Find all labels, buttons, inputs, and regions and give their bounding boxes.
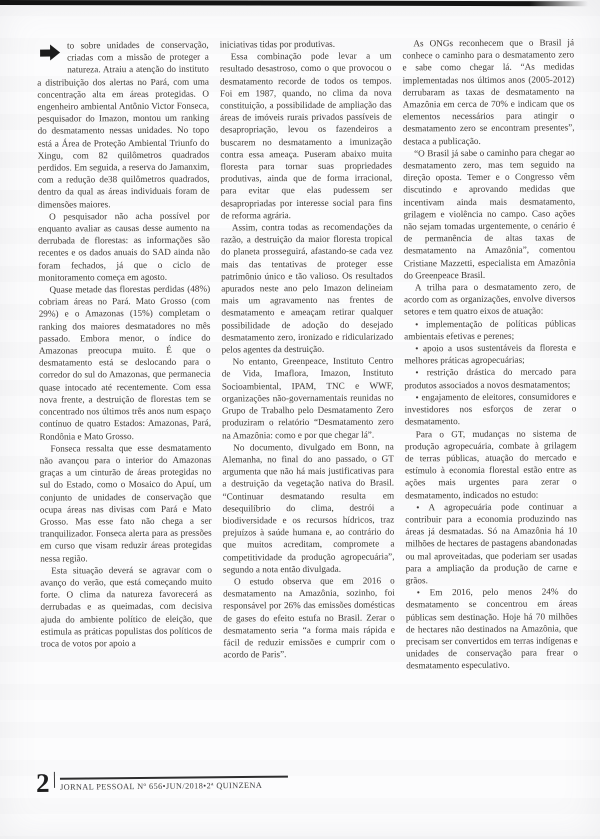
footer-rule (60, 776, 288, 780)
paragraph: O estudo observa que em 2016 o desmatamento na Amazônia, sozinho, foi responsável por 26% das emissões domésticas de gases do efeito estufa no Brasil. Zerar o desmatamento seria “a forma mais rápida e fácil de reduzir emissões e cumprir com o acordo de Paris”. (223, 575, 396, 660)
bullet-paragraph: • restrição drástica do mercado para produtos associados a novos desmatamentos; (404, 366, 577, 391)
article-body (37, 36, 578, 771)
text-column-2 (220, 37, 396, 770)
bullet-paragraph: • A agropecuária pode continuar a contribuir para a economia produzindo nas áreas já desmatadas. Só na Amazônia há 10 milhões de hectares de pastagens abandonadas ou mal aproveitadas, que poderiam ser usadas para a ampliação da produção de carne e grãos. (405, 501, 578, 586)
paragraph-text: to sobre unidades de conservação, criadas com a missão de proteger a natureza. Atraiu a atenção do instituto a distribuição dos alertas no Pará, com uma concentração alta em áreas protegidas. O engenheiro ambiental Antônio Victor Fonseca, pesquisador do Imazon, montou um ranking do desmatamento nessas unidades. No topo está a Área de Proteção Ambiental Triunfo do Xingu, com 82 quilômetros quadrados perdidos. Em seguida, a reserva do Jamanxim, com a redução de38 quilômetros quadrados, dentro da qual as áreas individuais foram de dimensões maiores. (37, 39, 210, 210)
paragraph: Essa combinação pode levar a um resultado desastroso, como o que provocou o desmatamento recorde de todos os tempos. Foi em 1987, quando, no clima da nova constituição, a possibilidade de ampliação das áreas de imóveis rurais privados passíveis de desapropriação, levou os fazendeiros a buscarem no desmatamento a imunização contra essa ameaça. Puseram abaixo muita floresta para tornar suas propriedades produtivas, ainda que de forma irracional, para evitar que elas pudessem ser desapropriadas por interesse social para fins de reforma agrária. (219, 50, 393, 221)
paragraph: Esta situação deverá se agravar com o avanço do verão, que está começando muito forte. O clima da natureza favorecerá as derrubadas e as queimadas, com decisiva ajuda do ambiente político de eleição, que estimula as práticas populistas dos políticos de troca de votos por apoio a (40, 564, 213, 649)
arrow-head (50, 44, 60, 60)
bullet-paragraph: • apoio a usos sustentáveis da floresta e melhores práticas agropecuárias; (404, 342, 576, 366)
page-number: 2 (35, 767, 49, 798)
continuation-arrow-icon (37, 40, 64, 65)
paragraph: Assim, contra todas as recomendações da razão, a destruição da maior floresta tropical do planeta prosseguirá, afastando-se cada vez mais das tentativas de proteger esse patrimônio único e tão valioso. Os resultados apurados neste ano pelo Imazon delineiam mais um agravamento nas frentes de desmatamento e ameaçam retirar qualquer possibilidade de adoção do desejado desmatamento zero, ironizado e ridicularizado pelos agentes da destruição. (220, 221, 394, 355)
paragraph: O pesquisador não acha possível por enquanto avaliar as causas desse aumento na derrubada de florestas: as informações são recentes e os dados anuais do SAD ainda não foram fechados, já que o ciclo de monitoramento começa em agosto. (38, 210, 211, 283)
bullet-paragraph: • engajamento de eleitores, consumidores e investidores nos esforços de zerar o desmatamento. (404, 391, 577, 427)
paragraph: Fonseca ressalta que esse desmatamento não avançou para o interior do Amazonas graças a um cinturão de áreas protegidas no sul do Estado, como o Mosaico do Apuí, um conjunto de unidades de conservação que ocupa áreas nas divisas com Pará e Mato Grosso. Mas esse fato não chega a ser tranquilizador. Fonseca alerta para as pressões em curso que visam reduzir áreas protegidas nessa região. (39, 442, 212, 564)
scan-edge-artifact (0, 0, 588, 6)
paragraph: As ONGs reconhecem que o Brasil já conhece o caminho para o desmatamento zero e sabe como chegar lá. “As medidas implementadas nos últimos anos (2005-2012) derrubaram as taxas de desmatamento na Amazônia em cerca de 70% e indicam que os elementos necessários para atingir o desmatamento zero se encontram presentes”, destaca a publicação. (402, 37, 575, 147)
paragraph: A trilha para o desmatamento zero, de acordo com as organizações, envolve diversos setores e tem quatro eixos de atuação: (403, 281, 576, 317)
journal-issue-line: JORNAL PESSOAL Nº 656•JUN/2018•2ª QUINZENA (59, 780, 263, 792)
paragraph: “O Brasil já sabe o caminho para chegar ao desmatamento zero, mas tem seguido na direção oposta. Temer e o Congresso vêm discutindo e aprovando medidas que incentivam ainda mais desmatamento, grilagem e violência no campo. Caso ações não sejam tomadas urgentemente, o cenário é de permanência de altas taxas de desmatamento na Amazônia”, comentou Cristiane Mazzetti, especialista em Amazônia do Greenpeace Brasil. (403, 147, 576, 281)
paragraph-continuation: iniciativas tidas por produtivas. (219, 38, 336, 50)
text-column-1 (37, 39, 213, 772)
paragraph: No documento, divulgado em Bonn, na Alemanha, no final do ano passado, o GT argumenta que não há mais justificativas para a destruição da vegetação nativa do Brasil. “Continuar desmatando resulta em desequilíbrio do clima, destrói a biodiversidade e os recursos hídricos, traz prejuízos à saúde humana e, ao contrário do que muitos acreditam, compromete a competitividade da produção agropecuária”, segundo a nota então divulgada. (222, 441, 395, 575)
footer-issue-block (60, 768, 288, 793)
page-footer (36, 768, 288, 796)
paragraph: Quase metade das florestas perdidas (48%) cobriam áreas no Pará. Mato Grosso (com 29%) e o Amazonas (15%) completam o ranking dos maiores desmatadores no mês passado. Embora menor, o índice do Amazonas preocupa muito. É que o desmatamento está se deslocando para o corredor do sul do Amazonas, que permanecia quase intocado até recentemente. Com essa nova frente, a destruição de florestas tem se concentrado nos últimos três anos num espaço contínuo de quatro Estados: Amazonas, Pará, Rondônia e Mato Grosso. (38, 283, 212, 442)
bullet-paragraph: • Em 2016, pelo menos 24% do desmatamento se concentrou em áreas públicas sem destinação. Hoje há 70 milhões de hectares não destinados na Amazônia, que precisam ser convertidos em terras indígenas e unidades de conservação para frear o desmatamento especulativo. (405, 586, 578, 671)
paragraph: No entanto, Greenpeace, Instituto Centro de Vida, Imaflora, Imazon, Instituto Socioambiental, IPAM, TNC e WWF, organizações não-governamentais reunidas no Grupo de Trabalho pelo Desmatamento Zero produziram o relatório “Desmatamento zero na Amazônia: como e por que chegar lá”. (221, 355, 394, 441)
bullet-paragraph: • implementação de políticas públicas ambientais efetivas e perenes; (404, 318, 576, 342)
paragraph: Para o GT, mudanças no sistema de produção agropecuária, combate à grilagem de terras públicas, atuação do mercado e estímulo à economia florestal estão entre as ações mais urgentes para zerar o desmatamento, indicados no estudo: (404, 427, 577, 500)
text-column-3 (402, 36, 578, 769)
paragraph-continuation (37, 39, 210, 211)
footer-divider (53, 772, 55, 788)
